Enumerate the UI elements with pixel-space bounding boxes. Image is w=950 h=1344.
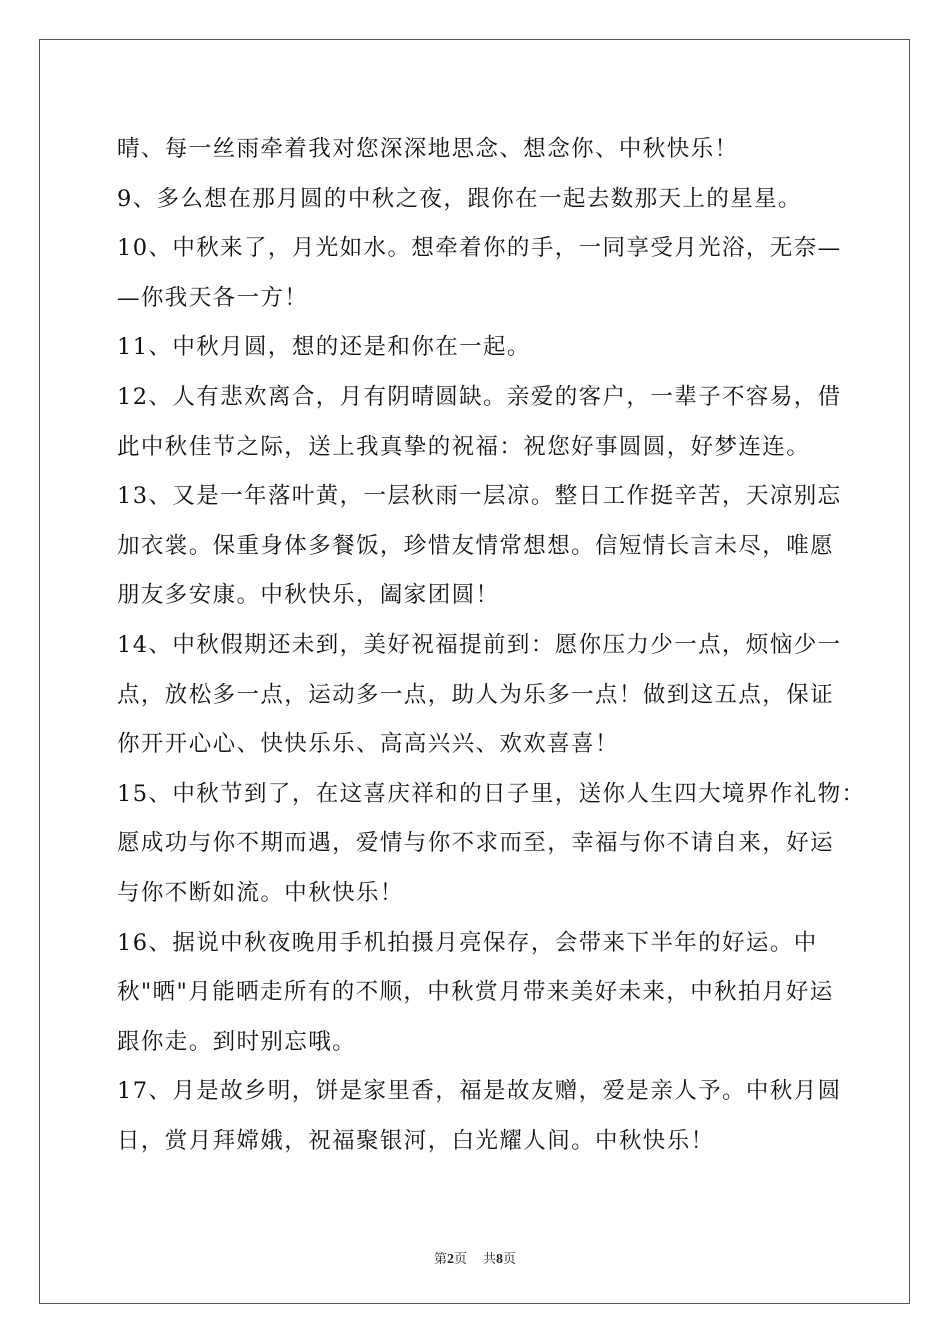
text-line: 点，放松多一点，运动多一点，助人为乐多一点！做到这五点，保证 xyxy=(117,681,835,708)
text-line: 晴、每一丝雨牵着我对您深深地思念、想念你、中秋快乐！ xyxy=(117,136,739,162)
text-line: 17、月是故乡明，饼是家里香，福是故友赠，爱是亲人予。中秋月圆 xyxy=(117,1078,842,1105)
text-line: 愿成功与你不期而遇，爱情与你不求而至，幸福与你不请自来，好运 xyxy=(117,830,835,857)
text-line: 此中秋佳节之际，送上我真挚的祝福：祝您好事圆圆，好梦连连。 xyxy=(117,433,811,460)
total-pages: 8 xyxy=(496,1252,504,1267)
page-suffix: 页 xyxy=(453,1252,467,1267)
text-line: 15、中秋节到了，在这喜庆祥和的日子里，送你人生四大境界作礼物： xyxy=(117,780,866,807)
text-line: 跟你走。到时别忘哦。 xyxy=(117,1028,357,1055)
text-line: 朋友多安康。中秋快乐，阖家团圆！ xyxy=(117,582,500,609)
total-prefix: 共 xyxy=(483,1252,497,1267)
total-suffix: 页 xyxy=(503,1252,517,1267)
text-line: 与你不断如流。中秋快乐！ xyxy=(117,879,404,906)
text-line: 加衣裳。保重身体多餐饭，珍惜友情常想想。信短情长言未尽，唯愿 xyxy=(117,532,835,559)
page-prefix: 第 xyxy=(433,1252,447,1267)
text-line: —你我天各一方！ xyxy=(117,284,309,311)
text-line: 11、中秋月圆，想的还是和你在一起。 xyxy=(117,334,531,361)
page-footer xyxy=(0,1248,950,1268)
text-line: 10、中秋来了，月光如水。想牵着你的手，一同享受月光浴，无奈— xyxy=(117,235,842,262)
document-body xyxy=(117,125,866,1166)
text-line: 9、多么想在那月圆的中秋之夜，跟你在一起去数那天上的星星。 xyxy=(117,185,802,212)
page-number: 2 xyxy=(446,1252,454,1267)
page-indicator xyxy=(434,1252,467,1267)
text-line: 13、又是一年落叶黄，一层秋雨一层凉。整日工作挺辛苦，天凉别忘 xyxy=(117,483,842,510)
text-line: 你开开心心、快快乐乐、高高兴兴、欢欢喜喜！ xyxy=(117,731,619,758)
text-line: 日，赏月拜嫦娥，祝福聚银河，白光耀人间。中秋快乐！ xyxy=(117,1127,715,1154)
text-line: 秋"晒"月能晒走所有的不顺，中秋赏月带来美好未来，中秋拍月好运 xyxy=(117,979,834,1006)
text-line: 16、据说中秋夜晚用手机拍摄月亮保存，会带来下半年的好运。中 xyxy=(117,929,818,956)
total-indicator xyxy=(483,1252,516,1267)
text-line: 12、人有悲欢离合，月有阴晴圆缺。亲爱的客户，一辈子不容易，借 xyxy=(117,383,842,410)
text-line: 14、中秋假期还未到，美好祝福提前到：愿你压力少一点，烦恼少一 xyxy=(117,631,842,658)
